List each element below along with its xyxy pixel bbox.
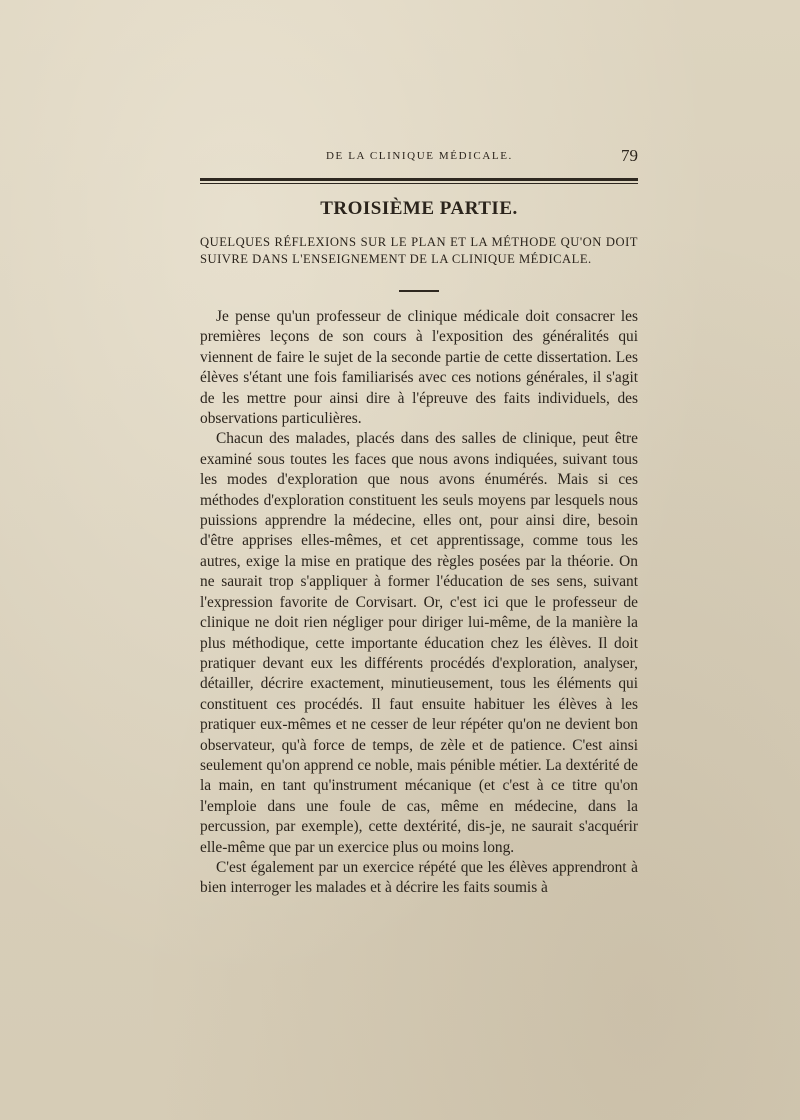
part-title: TROISIÈME PARTIE. — [320, 198, 518, 219]
section-separator-rule — [399, 290, 439, 292]
rule-thin — [200, 183, 638, 184]
running-head — [200, 146, 640, 168]
paragraph-3: C'est également par un exercice répété que les élèves apprendront à bien interroger les malades et à décrire les faits soumis à — [200, 858, 638, 897]
rule-thick — [200, 178, 638, 181]
body-text — [200, 307, 638, 899]
header-double-rule — [200, 178, 638, 185]
running-title: DE LA CLINIQUE MÉDICALE. — [326, 150, 513, 162]
paragraph-1: Je pense qu'un professeur de clinique médicale doit consacrer les premières leçons de son cours à l'exposition des généralités qui viennent de faire le sujet de la seconde partie de cette dissertation. Les élèves s'étant une fois familiarisés avec ces notions générales, il s'agit de les mettre pour ainsi dire à l'épreuve des faits individuels, des observations particulières. — [200, 308, 638, 428]
paragraph-2: Chacun des malades, placés dans des salles de clinique, peut être examiné sous toutes les faces que nous avons indiquées, suivant tous les modes d'exploration que nous avons énumérés. Mais si ces méthodes d'exploration constituent les seuls moyens par lesquels nous puissions apprendre la médecine, elles ont, pour ainsi dire, besoin d'être apprises elles-mêmes, et cet apprentissage, comme tous les autres, exige la mise en pratique des règles posées par la théorie. On ne saurait trop s'appliquer à former l'éducation de ses sens, suivant l'expression favorite de Corvisart. Or, c'est ici que le professeur de clinique ne doit rien négliger pour diriger lui-même, de la manière la plus méthodique, cette importante éducation chez les élèves. Il doit pratiquer devant eux les différents procédés d'exploration, analyser, détailler, décrire exactement, minutieusement, tous les éléments qui constituent ces procédés. Il faut ensuite habituer les élèves à les pratiquer eux-mêmes et ne cesser de leur répéter qu'on ne devient bon observateur, qu'à force de temps, de zèle et de patience. C'est ainsi seulement qu'on apprend ce noble, mais pénible métier. La dextérité de la main, en tant qu'instrument mécanique (et c'est à ce titre qu'on l'emploie dans une foule de cas, même en médecine, dans la percussion, par exemple), cette dextérité, dis-je, ne saurait s'acquérir elle-même que par un exercice plus ou moins long. — [200, 430, 638, 856]
page-number: 79 — [621, 146, 638, 165]
part-subtitle: QUELQUES RÉFLEXIONS SUR LE PLAN ET LA MÉTHODE QU'ON DOIT SUIVRE DANS L'ENSEIGNEMENT DE LA CLINIQUE MÉDICALE. — [200, 235, 638, 266]
